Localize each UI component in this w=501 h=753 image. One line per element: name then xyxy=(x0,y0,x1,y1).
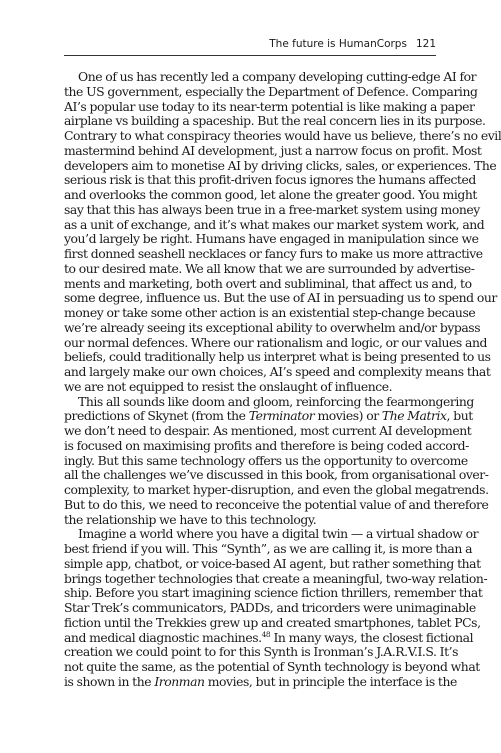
text-line: creation we could point to for this Synth is Ironman’s J.A.R.V.I.S. It’s xyxy=(64,644,459,660)
text-line: we don’t need to despair. As mentioned, most current AI development xyxy=(64,423,472,438)
text-line: all the challenges we’ve discussed in this book, from organisational over- xyxy=(64,467,489,483)
footnote-marker[interactable]: 48 xyxy=(261,629,271,639)
text-line: airplane vs building a spaceship. But the real concern lies in its purpose. xyxy=(64,113,486,129)
text-line: first donned seashell necklaces or fancy furs to make us more attractive xyxy=(64,246,483,261)
text-line: and overlooks the common good, let alone the greater good. You might xyxy=(64,187,477,202)
text-line: This all sounds like doom and gloom, reinforcing the fearmongering xyxy=(78,393,474,409)
text-line: developers aim to monetise AI by driving clicks, sales, or experiences. The xyxy=(64,157,497,173)
running-head xyxy=(64,37,436,51)
text-run: and medical diagnostic machines. xyxy=(64,629,262,645)
text-line: best friend if you will. This “Synth”, as we are calling it, is more than a xyxy=(64,541,473,556)
text-line: the relationship we have to this technology. xyxy=(64,511,317,527)
text-line: we are not equipped to resist the onslaught of influence. xyxy=(64,378,393,394)
paragraph-3 xyxy=(64,526,488,689)
text-line: ingly. But this same technology offers us the opportunity to overcome xyxy=(64,452,468,468)
text-line: But to do this, we need to reconceive the potential value of and therefore xyxy=(64,496,489,512)
text-run: movies, but in principle the interface is the xyxy=(207,673,457,689)
text-line: serious risk is that this profit-driven focus ignores the humans affected xyxy=(64,172,476,188)
text-run: In many ways, the closest fictional xyxy=(270,629,474,645)
italic-title-ironman: Ironman xyxy=(154,673,205,689)
text-line: Star Trek’s communicators, PADDs, and tricorders were unimaginable xyxy=(64,600,476,615)
text-line: One of us has recently led a company developing cutting-edge AI for xyxy=(78,69,477,84)
text-line: the US government, especially the Department of Defence. Comparing xyxy=(64,83,478,99)
text-line: ship. Before you start imagining science fiction thrillers, remember that xyxy=(64,585,483,601)
text-line: Contrary to what conspiracy theories would have us believe, there’s no evil xyxy=(64,128,501,143)
italic-title-terminator: Terminator xyxy=(248,408,315,424)
text-line: is focused on maximising profits and therefore is being coded accord- xyxy=(64,437,469,453)
text-line: complexity, to market hyper-disruption, and even the global megatrends. xyxy=(64,482,489,497)
text-line: beliefs, could traditionally help us interpret what is being presented to us xyxy=(64,349,491,365)
text-run: , but xyxy=(446,408,473,424)
text-line: simple app, chatbot, or voice-based AI agent, but rather something that xyxy=(64,555,481,571)
text-line: money or take some other action is an existential step-change because xyxy=(64,305,476,320)
text-line: our normal defences. Where our rationalism and logic, or our values and xyxy=(64,334,487,350)
text-run: movies) or xyxy=(317,408,379,424)
text-line-with-italics xyxy=(64,408,473,424)
text-line: brings together technologies that create a meaningful, two-way relation- xyxy=(64,570,488,586)
text-line: you’d largely be right. Humans have engaged in manipulation since we xyxy=(64,231,479,247)
text-line: not quite the same, as the potential of Synth technology is beyond what xyxy=(64,659,480,674)
body-text xyxy=(64,69,501,690)
italic-title-the-matrix: The Matrix xyxy=(381,408,447,424)
text-line: fiction until the Trekkies grew up and created smartphones, tablet PCs, xyxy=(64,614,481,630)
text-line: AI’s popular use today to its near-term potential is like making a paper xyxy=(64,98,475,114)
text-line-with-italics xyxy=(64,673,457,690)
text-line: and largely make our own choices, AI’s speed and complexity means that xyxy=(64,364,491,379)
text-run: predictions of Skynet (from the xyxy=(64,408,246,424)
text-line: Imagine a world where you have a digital twin — a virtual shadow or xyxy=(78,526,479,542)
header-rule xyxy=(64,55,436,56)
paragraph-2 xyxy=(64,393,489,528)
text-line: say that this has always been true in a free-market system using money xyxy=(64,201,480,217)
text-line: as a unit of exchange, and it’s what makes our market system work, and xyxy=(64,216,485,232)
text-line: we’re already seeing its exceptional ability to overwhelm and/or bypass xyxy=(64,319,481,335)
text-run: is shown in the xyxy=(64,673,152,689)
page-number: 121 xyxy=(415,38,436,50)
text-line: some degree, influence us. But the use of AI in persuading us to spend our xyxy=(64,290,497,306)
text-line: mastermind behind AI development, just a narrow focus on profit. Most xyxy=(64,142,482,158)
paragraph-1 xyxy=(64,69,501,395)
text-line: to our desired mate. We all know that we are surrounded by advertise- xyxy=(64,260,475,276)
text-line-with-footnote xyxy=(64,629,474,646)
text-line: ments and marketing, both overt and subliminal, that affect us and, to xyxy=(64,275,472,291)
running-title: The future is HumanCorps xyxy=(269,38,407,50)
